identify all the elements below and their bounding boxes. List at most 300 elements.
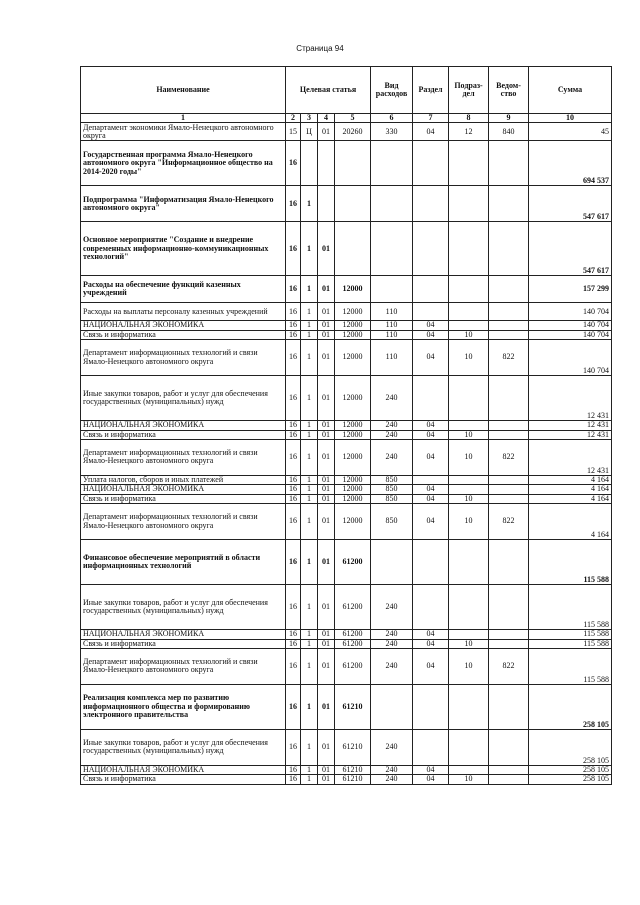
row-code-cell — [489, 330, 529, 339]
row-code-cell — [489, 485, 529, 494]
row-sum-cell: 694 537 — [529, 141, 612, 186]
row-code-cell — [489, 540, 529, 585]
row-code-cell: 1 — [301, 475, 318, 484]
row-sum-cell: 547 617 — [529, 222, 612, 276]
row-code-cell — [413, 186, 449, 222]
row-code-cell — [449, 630, 489, 639]
col-number: 7 — [413, 114, 449, 123]
row-code-cell: 10 — [449, 330, 489, 339]
row-code-cell — [449, 222, 489, 276]
row-code-cell: 16 — [286, 684, 301, 729]
row-sum-cell: 12 431 — [529, 421, 612, 430]
row-code-cell: 12000 — [335, 494, 371, 503]
row-code-cell: 01 — [318, 222, 335, 276]
row-code-cell — [371, 222, 413, 276]
row-code-cell: 04 — [413, 340, 449, 376]
table-row — [81, 303, 612, 321]
row-code-cell — [489, 321, 529, 330]
row-code-cell: 240 — [371, 439, 413, 475]
row-code-cell: 330 — [371, 123, 413, 141]
row-sum-cell: 258 105 — [529, 765, 612, 774]
row-code-cell: 1 — [301, 765, 318, 774]
row-code-cell — [318, 186, 335, 222]
row-code-cell: 01 — [318, 630, 335, 639]
row-code-cell: 822 — [489, 648, 529, 684]
row-code-cell — [449, 540, 489, 585]
row-code-cell: 16 — [286, 439, 301, 475]
table-header-row — [81, 67, 612, 114]
row-code-cell: 61200 — [335, 540, 371, 585]
row-sum-cell: 12 431 — [529, 430, 612, 439]
row-code-cell: 240 — [371, 376, 413, 421]
table-row — [81, 186, 612, 222]
row-code-cell: 1 — [301, 222, 318, 276]
row-code-cell: 16 — [286, 585, 301, 630]
row-code-cell: 1 — [301, 321, 318, 330]
row-code-cell — [489, 276, 529, 303]
row-code-cell: 04 — [413, 639, 449, 648]
table-row — [81, 276, 612, 303]
row-code-cell: 12000 — [335, 376, 371, 421]
page-header: Страница 94 — [296, 44, 344, 53]
row-code-cell: 01 — [318, 540, 335, 585]
row-code-cell: 12 — [449, 123, 489, 141]
row-code-cell: 16 — [286, 276, 301, 303]
row-code-cell: 16 — [286, 222, 301, 276]
row-code-cell: 240 — [371, 430, 413, 439]
row-code-cell: 240 — [371, 775, 413, 784]
row-code-cell: 1 — [301, 430, 318, 439]
row-code-cell: 16 — [286, 303, 301, 321]
row-sum-cell: 258 105 — [529, 684, 612, 729]
row-code-cell: 01 — [318, 648, 335, 684]
row-code-cell — [371, 276, 413, 303]
row-code-cell — [489, 430, 529, 439]
row-code-cell: 850 — [371, 485, 413, 494]
row-code-cell: 01 — [318, 321, 335, 330]
row-sum-cell: 258 105 — [529, 775, 612, 784]
row-code-cell — [335, 141, 371, 186]
row-code-cell: 16 — [286, 330, 301, 339]
row-code-cell — [413, 376, 449, 421]
row-code-cell — [489, 303, 529, 321]
row-code-cell: 850 — [371, 475, 413, 484]
header-vid: Вид расходов — [371, 67, 413, 114]
row-code-cell: 16 — [286, 775, 301, 784]
row-name-cell: Подпрограмма "Информатизация Ямало-Ненецкого автономного округа" — [81, 186, 286, 222]
row-sum-cell: 115 588 — [529, 540, 612, 585]
row-code-cell: 61210 — [335, 775, 371, 784]
row-code-cell: 1 — [301, 276, 318, 303]
row-code-cell — [318, 141, 335, 186]
table-row — [81, 729, 612, 765]
row-code-cell: 12000 — [335, 475, 371, 484]
table-row — [81, 485, 612, 494]
row-code-cell: 04 — [413, 321, 449, 330]
row-code-cell: 01 — [318, 439, 335, 475]
row-code-cell: 16 — [286, 729, 301, 765]
row-code-cell: 04 — [413, 494, 449, 503]
row-code-cell: 20260 — [335, 123, 371, 141]
row-code-cell: 1 — [301, 504, 318, 540]
row-code-cell — [301, 141, 318, 186]
row-code-cell: 1 — [301, 421, 318, 430]
table-row — [81, 475, 612, 484]
row-code-cell: 1 — [301, 376, 318, 421]
row-code-cell: 01 — [318, 775, 335, 784]
row-name-cell: Финансовое обеспечение мероприятий в области информационных технологий — [81, 540, 286, 585]
table-row — [81, 639, 612, 648]
row-name-cell: Связь и информатика — [81, 494, 286, 503]
row-code-cell: 850 — [371, 494, 413, 503]
row-code-cell — [371, 684, 413, 729]
row-code-cell: 04 — [413, 630, 449, 639]
row-code-cell: 16 — [286, 540, 301, 585]
row-code-cell — [413, 303, 449, 321]
row-code-cell — [489, 630, 529, 639]
row-name-cell: НАЦИОНАЛЬНАЯ ЭКОНОМИКА — [81, 765, 286, 774]
row-code-cell: 16 — [286, 321, 301, 330]
row-code-cell — [449, 729, 489, 765]
row-sum-cell: 140 704 — [529, 340, 612, 376]
row-code-cell: 16 — [286, 421, 301, 430]
row-code-cell: 01 — [318, 123, 335, 141]
row-code-cell — [489, 684, 529, 729]
row-code-cell: 16 — [286, 765, 301, 774]
row-code-cell — [371, 186, 413, 222]
row-code-cell: 10 — [449, 439, 489, 475]
row-code-cell: 61200 — [335, 639, 371, 648]
row-name-cell: Связь и информатика — [81, 639, 286, 648]
row-code-cell: 04 — [413, 421, 449, 430]
header-podrazdel: Подраз-дел — [449, 67, 489, 114]
row-name-cell: Уплата налогов, сборов и иных платежей — [81, 475, 286, 484]
row-code-cell — [489, 376, 529, 421]
row-sum-cell: 140 704 — [529, 330, 612, 339]
row-code-cell: 240 — [371, 765, 413, 774]
row-code-cell — [449, 585, 489, 630]
row-name-cell: Связь и информатика — [81, 775, 286, 784]
row-code-cell: 12000 — [335, 504, 371, 540]
row-code-cell: 1 — [301, 186, 318, 222]
col-number: 6 — [371, 114, 413, 123]
row-code-cell — [413, 475, 449, 484]
row-code-cell: 15 — [286, 123, 301, 141]
row-name-cell: Департамент информационных технологий и связи Ямало-Ненецкого автономного округа — [81, 504, 286, 540]
row-code-cell — [335, 186, 371, 222]
row-code-cell: 10 — [449, 648, 489, 684]
row-sum-cell: 115 588 — [529, 630, 612, 639]
row-code-cell: 240 — [371, 729, 413, 765]
col-number: 3 — [301, 114, 318, 123]
row-code-cell: 16 — [286, 340, 301, 376]
table-row — [81, 421, 612, 430]
row-code-cell: Ц — [301, 123, 318, 141]
row-name-cell: Расходы на выплаты персоналу казенных учреждений — [81, 303, 286, 321]
row-code-cell: 01 — [318, 303, 335, 321]
row-code-cell: 61210 — [335, 684, 371, 729]
row-code-cell: 04 — [413, 439, 449, 475]
row-name-cell: Департамент информационных технологий и связи Ямало-Ненецкого автономного округа — [81, 439, 286, 475]
row-code-cell: 12000 — [335, 485, 371, 494]
row-code-cell: 12000 — [335, 321, 371, 330]
row-code-cell: 04 — [413, 775, 449, 784]
row-code-cell: 240 — [371, 648, 413, 684]
row-code-cell: 16 — [286, 485, 301, 494]
row-sum-cell: 12 431 — [529, 439, 612, 475]
table-row — [81, 340, 612, 376]
row-name-cell: Департамент информационных технологий и связи Ямало-Ненецкого автономного округа — [81, 340, 286, 376]
row-sum-cell: 547 617 — [529, 186, 612, 222]
row-code-cell — [449, 186, 489, 222]
row-code-cell: 110 — [371, 330, 413, 339]
row-code-cell: 01 — [318, 585, 335, 630]
row-code-cell: 822 — [489, 340, 529, 376]
col-number: 5 — [335, 114, 371, 123]
row-name-cell: НАЦИОНАЛЬНАЯ ЭКОНОМИКА — [81, 321, 286, 330]
row-code-cell: 04 — [413, 330, 449, 339]
row-code-cell — [489, 222, 529, 276]
row-code-cell: 16 — [286, 639, 301, 648]
row-code-cell: 1 — [301, 630, 318, 639]
row-code-cell: 61210 — [335, 765, 371, 774]
row-code-cell: 04 — [413, 430, 449, 439]
row-code-cell: 850 — [371, 504, 413, 540]
col-number: 2 — [286, 114, 301, 123]
row-name-cell: Связь и информатика — [81, 430, 286, 439]
header-vedomstvo: Ведом-ство — [489, 67, 529, 114]
row-code-cell: 16 — [286, 376, 301, 421]
row-code-cell: 10 — [449, 504, 489, 540]
row-code-cell — [489, 765, 529, 774]
table-row — [81, 540, 612, 585]
row-code-cell — [489, 421, 529, 430]
row-code-cell: 01 — [318, 376, 335, 421]
row-code-cell: 04 — [413, 765, 449, 774]
row-code-cell: 12000 — [335, 430, 371, 439]
row-code-cell: 16 — [286, 141, 301, 186]
row-code-cell: 110 — [371, 340, 413, 376]
row-code-cell: 01 — [318, 485, 335, 494]
row-code-cell: 01 — [318, 475, 335, 484]
row-sum-cell: 45 — [529, 123, 612, 141]
row-code-cell — [413, 276, 449, 303]
row-code-cell: 01 — [318, 421, 335, 430]
row-code-cell — [413, 729, 449, 765]
table-row — [81, 376, 612, 421]
row-code-cell: 16 — [286, 494, 301, 503]
row-code-cell — [489, 585, 529, 630]
row-code-cell: 1 — [301, 494, 318, 503]
table-row — [81, 141, 612, 186]
header-summa: Сумма — [529, 67, 612, 114]
row-sum-cell: 140 704 — [529, 303, 612, 321]
row-code-cell: 240 — [371, 639, 413, 648]
row-code-cell — [449, 421, 489, 430]
row-code-cell: 04 — [413, 648, 449, 684]
row-name-cell: НАЦИОНАЛЬНАЯ ЭКОНОМИКА — [81, 485, 286, 494]
row-code-cell: 10 — [449, 775, 489, 784]
col-number: 4 — [318, 114, 335, 123]
row-name-cell: Основное мероприятие "Создание и внедрение современных информационно-коммуникационных технологий" — [81, 222, 286, 276]
table-row — [81, 330, 612, 339]
row-code-cell: 1 — [301, 639, 318, 648]
row-name-cell: Государственная программа Ямало-Ненецкого автономного округа "Информационное общество на 2014-2020 годы" — [81, 141, 286, 186]
row-code-cell — [449, 765, 489, 774]
row-code-cell — [449, 321, 489, 330]
row-code-cell: 1 — [301, 439, 318, 475]
row-code-cell: 16 — [286, 648, 301, 684]
row-code-cell: 10 — [449, 639, 489, 648]
row-code-cell: 04 — [413, 485, 449, 494]
row-code-cell: 01 — [318, 729, 335, 765]
row-code-cell — [449, 475, 489, 484]
row-name-cell: НАЦИОНАЛЬНАЯ ЭКОНОМИКА — [81, 421, 286, 430]
row-code-cell: 240 — [371, 585, 413, 630]
row-code-cell — [489, 639, 529, 648]
row-code-cell: 1 — [301, 648, 318, 684]
row-code-cell — [449, 141, 489, 186]
row-code-cell: 01 — [318, 430, 335, 439]
row-name-cell: Департамент экономики Ямало-Ненецкого автономного округа — [81, 123, 286, 141]
row-code-cell — [413, 141, 449, 186]
row-code-cell: 110 — [371, 321, 413, 330]
row-code-cell — [413, 540, 449, 585]
row-code-cell: 16 — [286, 430, 301, 439]
row-code-cell: 840 — [489, 123, 529, 141]
row-code-cell — [489, 186, 529, 222]
row-code-cell: 10 — [449, 494, 489, 503]
row-code-cell: 01 — [318, 765, 335, 774]
row-code-cell — [413, 684, 449, 729]
table-row — [81, 765, 612, 774]
row-code-cell: 04 — [413, 123, 449, 141]
row-code-cell: 1 — [301, 540, 318, 585]
row-code-cell: 240 — [371, 421, 413, 430]
budget-table — [80, 66, 612, 785]
table-row — [81, 775, 612, 784]
row-code-cell: 61210 — [335, 729, 371, 765]
row-name-cell: Иные закупки товаров, работ и услуг для обеспечения государственных (муниципальных) нужд — [81, 729, 286, 765]
row-code-cell: 1 — [301, 303, 318, 321]
table-row — [81, 222, 612, 276]
row-code-cell: 12000 — [335, 276, 371, 303]
col-number: 10 — [529, 114, 612, 123]
table-row — [81, 648, 612, 684]
column-number-row — [81, 114, 612, 123]
row-code-cell: 10 — [449, 430, 489, 439]
table-body — [81, 123, 612, 784]
row-sum-cell: 4 164 — [529, 494, 612, 503]
row-sum-cell: 12 431 — [529, 376, 612, 421]
row-code-cell: 12000 — [335, 340, 371, 376]
row-code-cell — [413, 222, 449, 276]
row-code-cell: 04 — [413, 504, 449, 540]
row-code-cell: 1 — [301, 729, 318, 765]
table-row — [81, 684, 612, 729]
table-row — [81, 494, 612, 503]
row-name-cell: Иные закупки товаров, работ и услуг для обеспечения государственных (муниципальных) нужд — [81, 585, 286, 630]
table-row — [81, 430, 612, 439]
row-code-cell: 16 — [286, 504, 301, 540]
col-number: 1 — [81, 114, 286, 123]
row-code-cell: 1 — [301, 585, 318, 630]
row-code-cell: 1 — [301, 485, 318, 494]
row-sum-cell: 4 164 — [529, 475, 612, 484]
row-code-cell: 12000 — [335, 421, 371, 430]
row-sum-cell: 4 164 — [529, 485, 612, 494]
row-code-cell: 01 — [318, 504, 335, 540]
row-code-cell — [449, 303, 489, 321]
row-code-cell — [449, 376, 489, 421]
row-code-cell: 01 — [318, 639, 335, 648]
row-sum-cell: 157 299 — [529, 276, 612, 303]
row-code-cell: 61200 — [335, 630, 371, 639]
row-name-cell: НАЦИОНАЛЬНАЯ ЭКОНОМИКА — [81, 630, 286, 639]
row-name-cell: Иные закупки товаров, работ и услуг для обеспечения государственных (муниципальных) нужд — [81, 376, 286, 421]
row-name-cell: Департамент информационных технологий и связи Ямало-Ненецкого автономного округа — [81, 648, 286, 684]
row-code-cell: 16 — [286, 630, 301, 639]
row-code-cell: 1 — [301, 775, 318, 784]
row-code-cell: 01 — [318, 494, 335, 503]
table-row — [81, 585, 612, 630]
header-name: Наименование — [81, 67, 286, 114]
row-code-cell — [489, 775, 529, 784]
row-code-cell: 822 — [489, 504, 529, 540]
row-code-cell: 61200 — [335, 585, 371, 630]
row-code-cell: 1 — [301, 340, 318, 376]
row-code-cell: 10 — [449, 340, 489, 376]
row-code-cell: 01 — [318, 684, 335, 729]
table-row — [81, 439, 612, 475]
col-number: 8 — [449, 114, 489, 123]
row-code-cell — [449, 485, 489, 494]
row-code-cell — [371, 141, 413, 186]
row-name-cell: Связь и информатика — [81, 330, 286, 339]
table-row — [81, 321, 612, 330]
row-code-cell: 240 — [371, 630, 413, 639]
row-code-cell — [489, 475, 529, 484]
row-code-cell: 01 — [318, 340, 335, 376]
row-code-cell — [449, 684, 489, 729]
row-code-cell — [489, 494, 529, 503]
row-sum-cell: 115 588 — [529, 648, 612, 684]
row-code-cell — [335, 222, 371, 276]
row-code-cell: 12000 — [335, 439, 371, 475]
row-code-cell: 822 — [489, 439, 529, 475]
row-code-cell: 16 — [286, 475, 301, 484]
row-sum-cell: 115 588 — [529, 639, 612, 648]
row-code-cell — [489, 141, 529, 186]
row-sum-cell: 4 164 — [529, 504, 612, 540]
row-code-cell: 01 — [318, 330, 335, 339]
row-code-cell — [449, 276, 489, 303]
row-code-cell: 16 — [286, 186, 301, 222]
row-name-cell: Расходы на обеспечение функций казенных учреждений — [81, 276, 286, 303]
table-row — [81, 504, 612, 540]
row-code-cell — [489, 729, 529, 765]
row-sum-cell: 115 588 — [529, 585, 612, 630]
row-code-cell: 1 — [301, 684, 318, 729]
header-target: Целевая статья — [286, 67, 371, 114]
row-code-cell: 12000 — [335, 303, 371, 321]
row-code-cell: 61200 — [335, 648, 371, 684]
row-code-cell — [413, 585, 449, 630]
header-razdel: Раздел — [413, 67, 449, 114]
row-code-cell: 110 — [371, 303, 413, 321]
row-code-cell: 12000 — [335, 330, 371, 339]
row-code-cell — [371, 540, 413, 585]
